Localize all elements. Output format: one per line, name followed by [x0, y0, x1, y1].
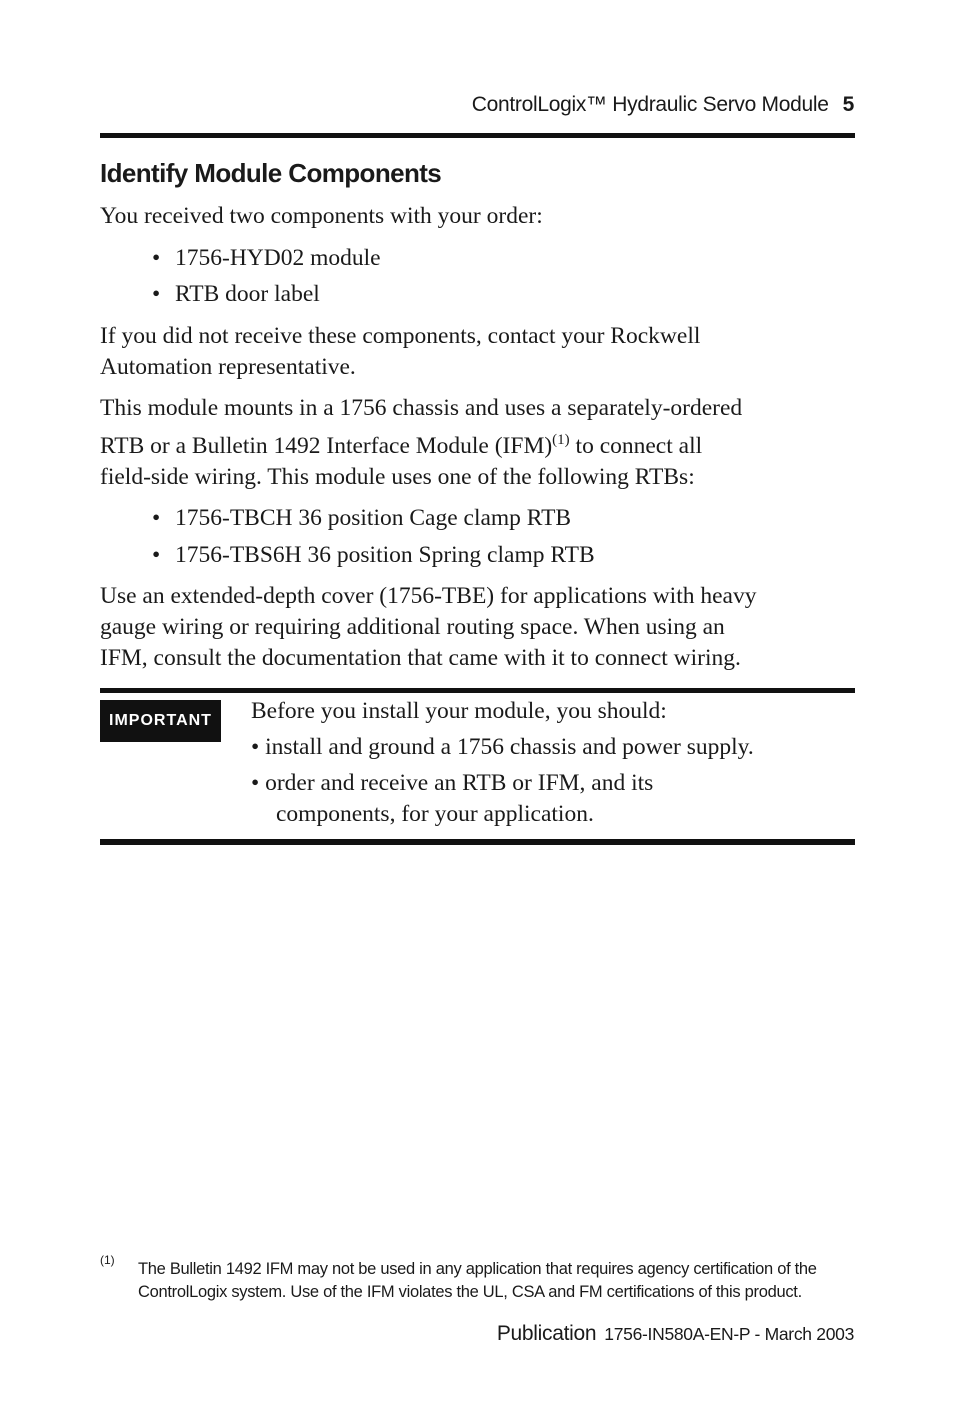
- important-top-rule: [100, 688, 855, 693]
- mount-line-text: to connect all: [569, 433, 703, 459]
- list-item: • 1756-TBS6H 36 position Spring clamp RTB: [152, 542, 595, 568]
- footnote-text: [138, 1258, 838, 1304]
- mount-line: field-side wiring. This module uses one of the following RTBs:: [100, 464, 695, 490]
- publication-number: 1756-IN580A-EN-P - March 2003: [604, 1324, 854, 1344]
- list-item: • RTB door label: [152, 281, 320, 307]
- footnote-mark: (1): [100, 1253, 115, 1267]
- contact-line: If you did not receive these components, contact your Rockwell: [100, 323, 701, 349]
- cover-line: Use an extended-depth cover (1756-TBE) for applications with heavy: [100, 583, 757, 609]
- page-footer: [497, 1322, 854, 1346]
- cover-paragraph: [100, 581, 860, 674]
- header-rule: [100, 133, 855, 138]
- running-header: [472, 93, 854, 117]
- list-item: • 1756-TBCH 36 position Cage clamp RTB: [152, 505, 572, 531]
- footnote-reference[interactable]: (1): [552, 432, 570, 448]
- list-item-text: 1756-TBCH 36 position Cage clamp RTB: [175, 505, 572, 531]
- running-title: ControlLogix™ Hydraulic Servo Module: [471, 93, 829, 116]
- list-item-text: 1756-TBS6H 36 position Spring clamp RTB: [175, 542, 595, 568]
- mount-line: This module mounts in a 1756 chassis and uses a separately-ordered: [100, 395, 743, 421]
- mount-line: [100, 431, 860, 462]
- section-title: Identify Module Components: [100, 158, 442, 188]
- footer-label: Publication: [496, 1322, 597, 1345]
- list-item-text: RTB door label: [175, 281, 320, 307]
- cover-line: IFM, consult the documentation that came with it to connect wiring.: [100, 645, 741, 671]
- footnote-line: ControlLogix system. Use of the IFM violates the UL, CSA and FM certifications of this product.: [138, 1283, 802, 1301]
- important-item: • order and receive an RTB or IFM, and its: [251, 770, 654, 796]
- intro-paragraph: [100, 201, 860, 232]
- list-item: • 1756-HYD02 module: [152, 245, 381, 271]
- contact-line: Automation representative.: [100, 354, 356, 380]
- important-badge: IMPORTANT: [100, 700, 221, 742]
- mount-paragraph: [100, 393, 860, 493]
- mount-line-text: RTB or a Bulletin 1492 Interface Module (IFM): [100, 433, 553, 459]
- cover-line: gauge wiring or requiring additional routing space. When using an: [100, 614, 725, 640]
- footnote-line: The Bulletin 1492 IFM may not be used in any application that requires agency certification of the: [138, 1260, 817, 1278]
- contact-paragraph: [100, 321, 860, 383]
- important-item-continuation: components, for your application.: [276, 801, 594, 827]
- important-item: • install and ground a 1756 chassis and power supply.: [251, 734, 754, 760]
- important-bottom-rule: [100, 839, 855, 845]
- list-item-text: 1756-HYD02 module: [175, 245, 381, 271]
- important-intro: Before you install your module, you should:: [251, 698, 667, 724]
- intro-text: You received two components with your order:: [100, 203, 543, 229]
- page-number: 5: [842, 93, 854, 116]
